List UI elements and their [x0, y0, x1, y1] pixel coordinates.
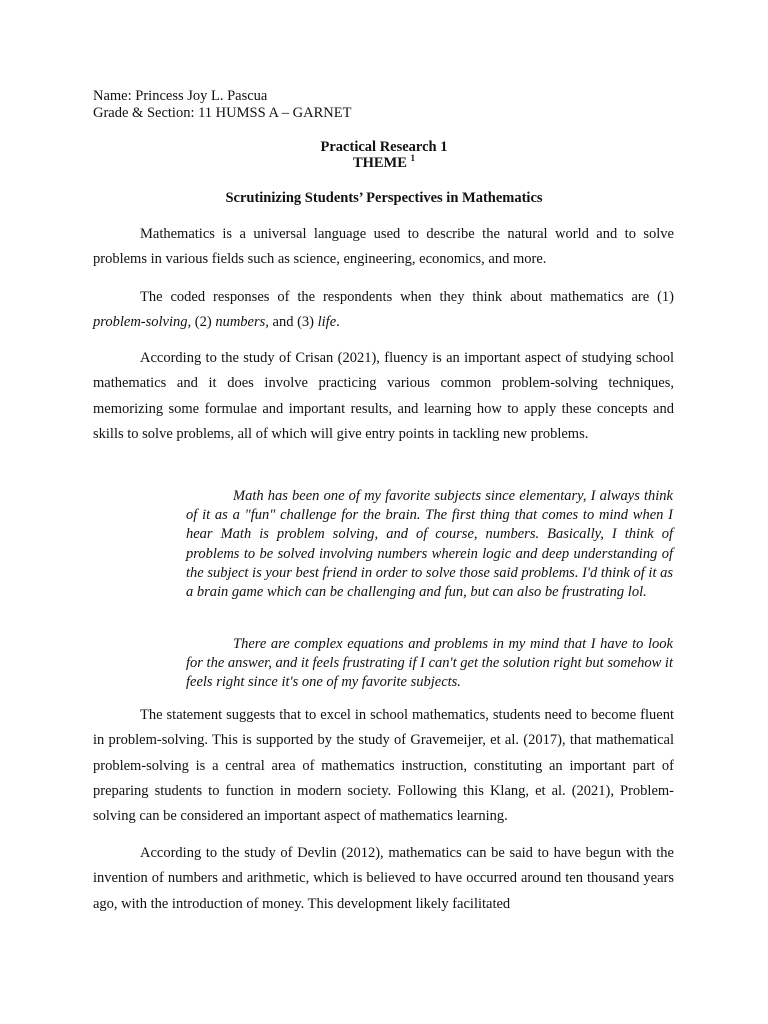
paragraph-devlin: According to the study of Devlin (2012), mathematics can be said to have begun with the invention of numbers and arithmetic, which is believed to have occurred around ten thousand years ago, with the introduction of money. This development likely facilitated [93, 845, 674, 912]
code-problem-solving: problem-solving, [93, 314, 192, 331]
student-name: Name: Princess Joy L. Pascua [93, 88, 268, 104]
grade-section: Grade & Section: 11 HUMSS A – GARNET [93, 105, 352, 121]
respondent-quote-1: Math has been one of my favorite subjects since elementary, I always think of it as a "fun" challenge for the brain. The first thing that comes to mind when I hear Math is problem solving, and of course, numbers. Basically, I think of problems to be solved involving numbers wherein logic and deep understanding of the subject is your best friend in order to solve those said problems. I'd think of it as a brain game which can be challenging and fun, but can also be frustrating lol. [186, 488, 673, 601]
paragraph-intro: Mathematics is a universal language used to describe the natural world and to solve problems in various fields such as science, engineering, economics, and more. [93, 226, 674, 268]
p2-end-text: . [336, 314, 340, 331]
p2-mid-text-1: (2) [191, 314, 216, 331]
theme-label: THEME [352, 155, 407, 171]
theme-footnote-marker: 1 [410, 153, 416, 164]
paragraph-crisan: According to the study of Crisan (2021), fluency is an important aspect of studying school mathematics and it does involve practicing various common problem-solving techniques, memorizing some formulae and important results, and learning how to apply these concepts and skills to solve problems, all of which will give entry points in tackling new problems. [93, 350, 674, 442]
respondent-quote-2: There are complex equations and problems in my mind that I have to look for the answer, and it feels frustrating if I can't get the solution right but somehow it feels right since it's one of my favorite subjects. [186, 636, 673, 691]
student-header [93, 88, 351, 122]
code-life: life [317, 314, 337, 331]
document-subtitle: Scrutinizing Students’ Perspectives in Mathematics [225, 190, 543, 206]
code-numbers: numbers, [215, 314, 269, 331]
paragraph-statement: The statement suggests that to excel in school mathematics, students need to become fluent in problem-solving. This is supported by the study of Gravemeijer, et al. (2017), that mathematical problem-solving is a central area of mathematics instruction, constituting an important part of preparing students to function in modern society. Following this Klang, et al. (2021), Problem-solving can be considered an important aspect of mathematics learning. [93, 707, 674, 825]
title-block [0, 139, 768, 171]
p2-lead-text: The coded responses of the respondents when they think about mathematics are (1) [140, 289, 674, 305]
theme-heading [0, 155, 768, 171]
paragraph-coded-responses [93, 285, 674, 336]
course-title: Practical Research 1 [320, 139, 448, 155]
p2-mid-text-2: and (3) [268, 314, 318, 331]
